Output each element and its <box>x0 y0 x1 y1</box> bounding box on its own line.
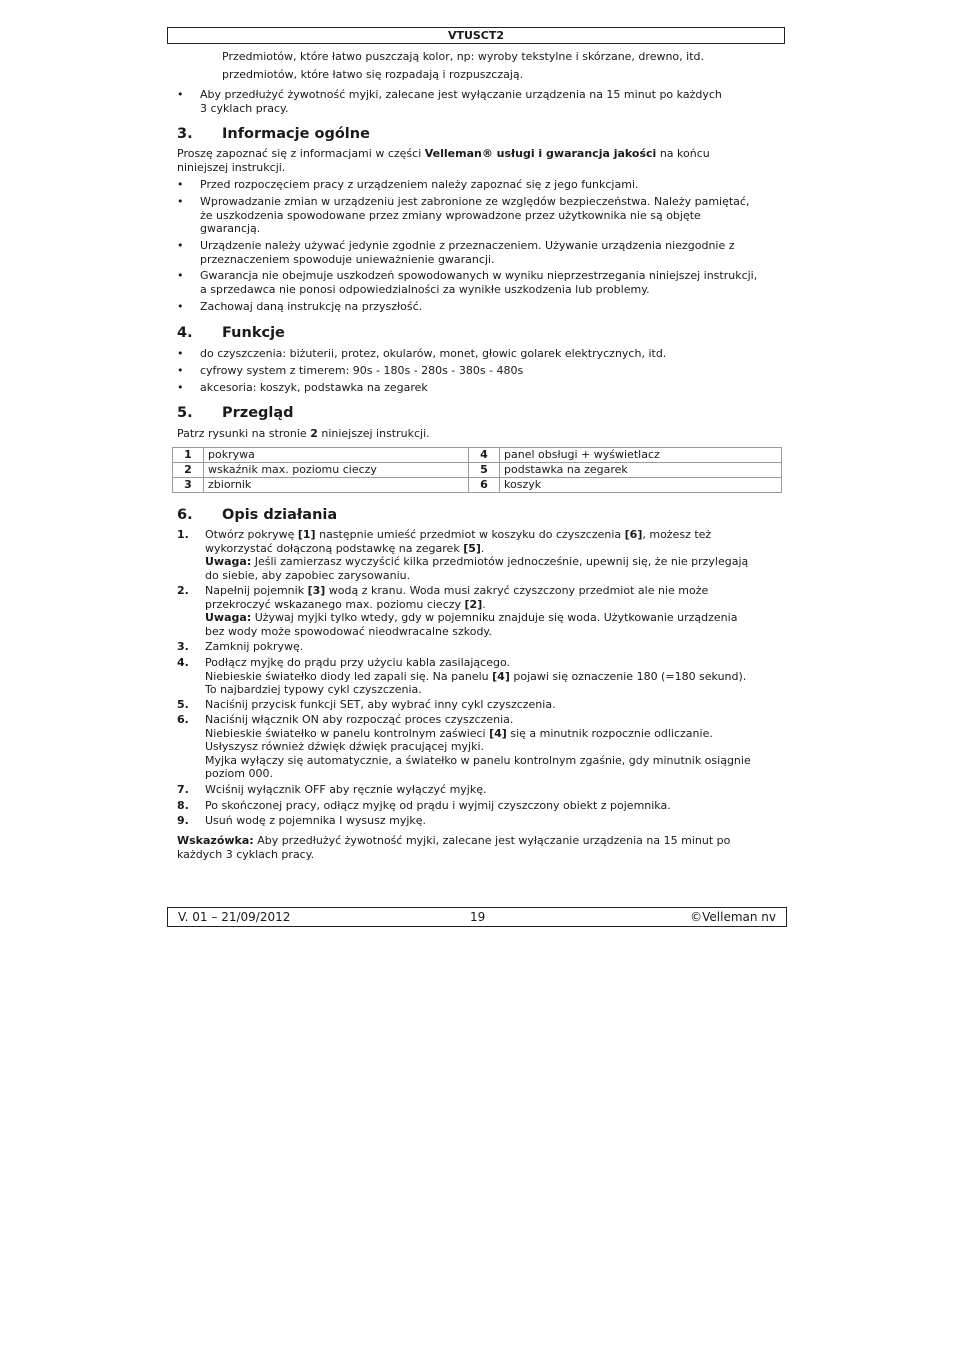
bullet-icon: • <box>177 269 184 282</box>
step-2: 2. Napełnij pojemnik [3] wodą z kranu. Woda musi zakryć czyszczony przedmiot ale nie może przekroczyć wskazanego max. poziomu cieczy [2]. Uwaga: Używaj myjki tylko wtedy, gdy w pojemniku znajduje się woda. Użytkowanie urządzenia bez wody może spowodować nieodwracalne szkody. <box>177 584 738 638</box>
section-3-intro: Proszę zapoznać się z informacjami w części Velleman® usługi i gwarancja jakości na końcu niniejszej instrukcji. <box>177 147 710 174</box>
section-3-bullet-1: • Przed rozpoczęciem pracy z urządzeniem należy zapoznać się z jego funkcjami. <box>177 178 639 191</box>
table-row: 1 pokrywa 4 panel obsługi + wyświetlacz <box>173 448 782 463</box>
section-5-intro: Patrz rysunki na stronie 2 niniejszej instrukcji. <box>177 427 430 440</box>
step-3: 3. Zamknij pokrywę. <box>177 640 304 653</box>
step-8: 8. Po skończonej pracy, odłącz myjkę od prądu i wyjmij czyszczony obiekt z pojemnika. <box>177 799 671 812</box>
step-7: 7. Wciśnij wyłącznik OFF aby ręcznie wyłączyć myjkę. <box>177 783 487 796</box>
section-3-bullet-5: • Zachowaj daną instrukcję na przyszłość. <box>177 300 423 313</box>
intro-bullet: • Aby przedłużyć żywotność myjki, zalecane jest wyłączanie urządzenia na 15 minut po każdych 3 cyklach pracy. <box>177 88 722 115</box>
overview-table <box>172 447 782 493</box>
bullet-icon: • <box>177 239 184 252</box>
intro-line-1: Przedmiotów, które łatwo puszczają kolor, np: wyroby tekstylne i skórzane, drewno, itd. <box>222 50 704 63</box>
intro-line-2: przedmiotów, które łatwo się rozpadają i rozpuszczają. <box>222 68 524 81</box>
section-4-bullet-1: • do czyszczenia: biżuterii, protez, okularów, monet, głowic golarek elektrycznych, itd. <box>177 347 667 360</box>
step-5: 5. Naciśnij przycisk funkcji SET, aby wybrać inny cykl czyszczenia. <box>177 698 556 711</box>
bullet-icon: • <box>177 178 184 191</box>
step-9: 9. Usuń wodę z pojemnika I wysusz myjkę. <box>177 814 427 827</box>
step-6: 6. Naciśnij włącznik ON aby rozpocząć proces czyszczenia. Niebieskie światełko w panelu kontrolnym zaświeci [4] się a minutnik rozpocznie odliczanie. Usłyszysz również dźwięk dźwięk pracującej myjki. Myjka wyłączy się automatycznie, a światełko w panelu kontrolnym zgaśnie, gdy minutnik osiągnie poziom 000. <box>177 713 751 781</box>
bullet-icon: • <box>177 300 184 313</box>
page-number: 19 <box>470 910 486 924</box>
bullet-icon: • <box>177 364 184 377</box>
section-3-bullet-4: • Gwarancja nie obejmuje uszkodzeń spowodowanych w wyniku nieprzestrzegania niniejszej instrukcji, a sprzedawca nie ponosi odpowiedzialności za wynikłe uszkodzenia lub problemy. <box>177 269 758 296</box>
section-3-bullet-2: • Wprowadzanie zmian w urządzeniu jest zabronione ze względów bezpieczeństwa. Należy pamiętać, że uszkodzenia spowodowane przez zmiany wprowadzone przez użytkownika nie są objęte gwarancją. <box>177 195 750 236</box>
bullet-icon: • <box>177 195 184 208</box>
tip-paragraph: Wskazówka: Aby przedłużyć żywotność myjki, zalecane jest wyłączanie urządzenia na 15 minut po każdych 3 cyklach pracy. <box>177 834 731 861</box>
bullet-icon: • <box>177 88 184 101</box>
section-4-bullet-3: • akcesoria: koszyk, podstawka na zegarek <box>177 381 428 394</box>
page-footer <box>167 907 787 927</box>
bullet-icon: • <box>177 381 184 394</box>
step-4: 4. Podłącz myjkę do prądu przy użyciu kabla zasilającego. Niebieskie światełko diody led zapali się. Na panelu [4] pojawi się oznaczenie 180 (=180 sekund). To najbardziej typowy cykl czyszczenia. <box>177 656 747 697</box>
version-date: V. 01 – 21/09/2012 <box>178 910 291 924</box>
section-3-bullet-3: • Urządzenie należy używać jedynie zgodnie z przeznaczeniem. Używanie urządzenia niezgodnie z przeznaczeniem spowoduje unieważnienie gwarancji. <box>177 239 735 266</box>
section-4-bullet-2: • cyfrowy system z timerem: 90s - 180s - 280s - 380s - 480s <box>177 364 524 377</box>
table-row: 3 zbiornik 6 koszyk <box>173 478 782 493</box>
step-1: 1. Otwórz pokrywę [1] następnie umieść przedmiot w koszyku do czyszczenia [6], możesz też wykorzystać dołączoną podstawkę na zegarek [5]. Uwaga: Jeśli zamierzasz wyczyścić kilka przedmiotów jednocześnie, upewnij się, że nie przylegają do siebie, aby zapobiec zarysowaniu. <box>177 528 749 582</box>
bullet-icon: • <box>177 347 184 360</box>
table-row: 2 wskaźnik max. poziomu cieczy 5 podstawka na zegarek <box>173 463 782 478</box>
page-header <box>167 27 785 44</box>
copyright: ©Velleman nv <box>690 910 776 924</box>
model-code: VTUSCT2 <box>447 29 505 42</box>
